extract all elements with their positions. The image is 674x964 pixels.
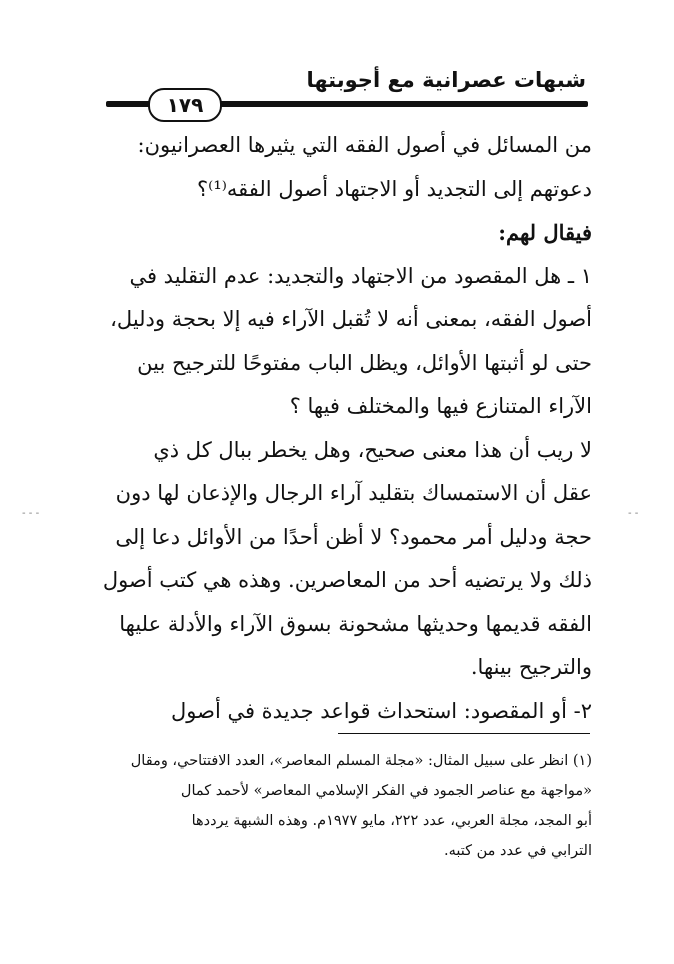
body-text	[102, 124, 592, 733]
body-line: حجة ودليل أمر محمود؟ لا أظن أحدًا من الأوائل دعا إلى	[115, 524, 592, 549]
body-line: ذلك ولا يرتضيه أحد من المعاصرين. وهذه هي كتب أصول	[102, 568, 592, 592]
body-line: من المسائل في أصول الفقه التي يثيرها العصرانيون:	[137, 133, 592, 157]
body-line: لا ريب أن هذا معنى صحيح، وهل يخطر ببال كل ذي	[153, 437, 592, 462]
body-line: دعوتهم إلى التجديد أو الاجتهاد أصول الفقه⁽¹⁾؟	[197, 176, 592, 201]
page-number: ١٧٩	[148, 88, 222, 122]
footnotes	[108, 746, 592, 866]
body-line-heading: فيقال لهم:	[498, 220, 592, 245]
body-line: والترجيح بينها.	[470, 655, 592, 679]
footnote-line: (١) انظر على سبيل المثال: «مجلة المسلم المعاصر»، العدد الافتتاحي، ومقال	[130, 753, 592, 769]
body-line: الآراء المتنازع فيها والمختلف فيها ؟	[289, 394, 592, 418]
running-title: شبهات عصرانية مع أجوبتها	[306, 68, 586, 92]
margin-mark-left: - - -	[22, 508, 40, 519]
body-line: عقل أن الاستمساك بتقليد آراء الرجال والإذعان لها دون	[115, 481, 592, 505]
body-line: أصول الفقه، بمعنى أنه لا تُقبل الآراء فيه إلا بحجة ودليل،	[110, 307, 592, 331]
margin-mark-right: - -	[628, 508, 639, 519]
body-line: ٢- أو المقصود: استحداث قواعد جديدة في أصول	[171, 698, 592, 723]
footnote-line: الترابي في عدد من كتبه.	[444, 843, 592, 859]
footnote-line: أبو المجد، مجلة العربي، عدد ٢٢٢، مايو ١٩٧٧م. وهذه الشبهة يرددها	[191, 813, 592, 829]
footnote-separator	[338, 733, 590, 734]
body-line: الفقه قديمها وحديثها مشحونة بسوق الآراء والأدلة عليها	[119, 611, 592, 636]
footnote-line: «مواجهة مع عناصر الجمود في الفكر الإسلامي المعاصر» لأحمد كمال	[180, 783, 592, 799]
body-line: حتى لو أثبتها الأوائل، ويظل الباب مفتوحًا للترجيح بين	[137, 350, 592, 375]
body-line: ١ ـ هل المقصود من الاجتهاد والتجديد: عدم التقليد في	[129, 263, 592, 288]
